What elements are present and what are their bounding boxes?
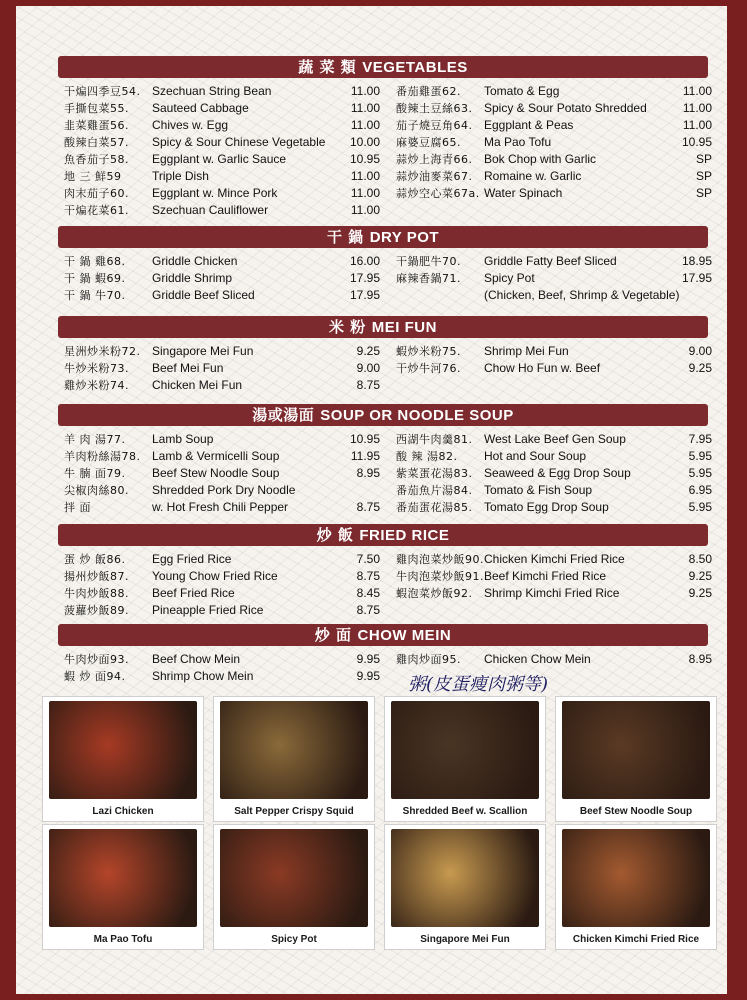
menu-item (396, 464, 712, 481)
item-price: 17.95 (349, 270, 380, 285)
item-name-en: Triple Dish (152, 169, 209, 184)
item-name-zh: 蒜炒空心菜67a. (396, 187, 480, 201)
item-name-zh: 酸辣土豆絲63. (396, 101, 473, 115)
item-name-en: Beef Kimchi Fried Rice (484, 568, 607, 583)
dish-photo (384, 824, 546, 950)
dish-photo (213, 696, 375, 822)
item-price: 9.25 (688, 360, 712, 375)
dish-caption: Ma Pao Tofu (93, 934, 153, 945)
item-name-zh: 羊肉粉絲湯78. (64, 449, 141, 463)
photo-gallery (42, 696, 726, 952)
item-name-en: Griddle Chicken (152, 253, 238, 268)
item-price: 9.00 (356, 360, 380, 375)
item-name-en: Eggplant & Peas (484, 117, 574, 132)
item-price: 5.95 (688, 465, 712, 480)
item-price: 9.95 (356, 668, 380, 683)
item-name-zh: 手撕包菜55. (64, 101, 129, 115)
dish-photo (213, 824, 375, 950)
dish-photo (42, 824, 204, 950)
menu-item (396, 167, 712, 184)
menu-column-right (396, 430, 712, 515)
dish-photo (42, 696, 204, 822)
menu-item (64, 150, 380, 167)
menu-item (64, 584, 380, 601)
menu-item (396, 116, 712, 133)
item-price: SP (695, 169, 712, 184)
section-title-en: DRY POT (369, 229, 440, 246)
item-price: 5.95 (688, 499, 712, 514)
item-name-en: Griddle Fatty Beef Sliced (484, 253, 617, 268)
item-price: 6.95 (688, 482, 712, 497)
item-price: 11.00 (350, 83, 380, 98)
item-name-en: Egg Fried Rice (152, 551, 232, 566)
dish-image (49, 701, 197, 799)
menu-item (64, 667, 380, 684)
menu-column-left (64, 252, 380, 303)
item-price: 10.95 (681, 134, 712, 149)
item-name-en: Romaine w. Garlic (484, 169, 582, 184)
dish-image (220, 829, 368, 927)
item-name-zh: 蒜炒油麥菜67. (396, 170, 473, 184)
item-name-en: Chow Ho Fun w. Beef (484, 360, 601, 375)
menu-column-right (396, 650, 712, 667)
menu-item (396, 567, 712, 584)
item-name-en: Shrimp Chow Mein (152, 668, 254, 683)
item-price: 17.95 (681, 270, 712, 285)
item-price: 17.95 (349, 287, 380, 302)
item-name-zh: 牛 腩 面79. (64, 466, 126, 480)
menu-item (64, 185, 380, 202)
item-name-zh: 揚州炒飯87. (64, 569, 129, 583)
menu-item (64, 252, 380, 269)
dish-image (391, 829, 539, 927)
menu-item (64, 481, 380, 498)
item-name-en: Spicy & Sour Chinese Vegetable (152, 134, 326, 149)
menu-item (396, 82, 712, 99)
section-title-en: CHOW MEIN (357, 627, 452, 644)
menu-column-left (64, 342, 380, 393)
item-name-en: Young Chow Fried Rice (152, 568, 278, 583)
item-price: 11.00 (350, 203, 380, 218)
section-banner (58, 524, 708, 546)
dish-image (220, 701, 368, 799)
item-price: 8.75 (356, 377, 380, 392)
item-name-en: Seaweed & Egg Drop Soup (484, 465, 631, 480)
menu-item (64, 269, 380, 286)
dish-caption: Shredded Beef w. Scallion (402, 806, 528, 817)
item-price: 8.95 (688, 651, 712, 666)
item-price: 16.00 (349, 253, 380, 268)
menu-column-right (396, 550, 712, 601)
menu-item (64, 650, 380, 667)
item-price: SP (695, 151, 712, 166)
menu-item (396, 150, 712, 167)
item-name-zh: 雞肉泡菜炒飯90. (396, 552, 484, 566)
menu-item (396, 550, 712, 567)
dish-caption: Spicy Pot (271, 934, 317, 945)
item-name-zh: 麻婆豆腐65. (396, 135, 461, 149)
section-title-zh: 干 鍋 (326, 228, 364, 246)
item-name-en: Shrimp Kimchi Fried Rice (484, 585, 620, 600)
menu-item (64, 342, 380, 359)
item-name-en: Singapore Mei Fun (152, 343, 254, 358)
section-title-zh: 蔬 菜 類 (298, 58, 357, 76)
menu-item (396, 269, 712, 286)
item-price: 11.00 (350, 169, 380, 184)
menu-item (396, 286, 712, 303)
item-price: 11.00 (682, 83, 712, 98)
menu-item (396, 584, 712, 601)
item-name-en: Chives w. Egg (152, 117, 229, 132)
section-banner (58, 404, 708, 426)
item-name-zh: 番茄雞蛋62. (396, 84, 461, 98)
item-name-en: Tomato Egg Drop Soup (484, 499, 609, 514)
item-price: 9.00 (688, 343, 712, 358)
item-name-zh: 紫菜蛋花湯83. (396, 466, 473, 480)
item-name-en: Shrimp Mei Fun (484, 343, 569, 358)
item-name-zh: 干鍋肥牛70. (396, 254, 461, 268)
item-name-zh: 干炒牛河76. (396, 361, 461, 375)
menu-column-right (396, 82, 712, 202)
menu-item (396, 133, 712, 150)
item-name-zh: 拌 面 (64, 500, 91, 514)
menu-item (396, 447, 712, 464)
menu-item (396, 481, 712, 498)
menu-section (58, 56, 712, 218)
item-name-zh: 羊 肉 湯77. (64, 432, 126, 446)
item-name-en: Bok Chop with Garlic (484, 151, 597, 166)
item-price: 8.75 (356, 568, 380, 583)
item-name-en: w. Hot Fresh Chili Pepper (152, 499, 289, 514)
menu-item (64, 567, 380, 584)
item-name-zh: 地 三 鮮59 (64, 170, 122, 184)
item-name-en: Eggplant w. Mince Pork (152, 186, 278, 201)
item-name-zh: 雞炒米粉74. (64, 378, 129, 392)
menu-item (64, 430, 380, 447)
item-name-en: Chicken Chow Mein (484, 651, 591, 666)
item-name-en: Beef Chow Mein (152, 651, 241, 666)
item-name-en: Lamb Soup (152, 431, 214, 446)
item-name-zh: 牛肉炒飯88. (64, 586, 129, 600)
section-title-en: SOUP OR NOODLE SOUP (320, 407, 514, 424)
menu-item (396, 252, 712, 269)
item-name-zh: 星洲炒米粉72. (64, 344, 141, 358)
item-name-en: Chicken Kimchi Fried Rice (484, 551, 625, 566)
dish-caption: Salt Pepper Crispy Squid (234, 806, 354, 817)
item-name-en: Szechuan String Bean (152, 83, 272, 98)
item-name-en: Lamb & Vermicelli Soup (152, 448, 280, 463)
item-price: 11.95 (350, 448, 380, 463)
item-name-zh: 肉末茄子60. (64, 187, 129, 201)
section-title-zh: 米 粉 (329, 318, 366, 336)
item-price: 8.75 (356, 499, 380, 514)
item-name-zh: 菠蘿炒飯89. (64, 603, 129, 617)
section-title-zh: 湯或湯面 (252, 406, 315, 424)
menu-item (64, 498, 380, 515)
item-price: 10.95 (349, 151, 380, 166)
menu-item (64, 133, 380, 150)
item-price: 8.95 (356, 465, 380, 480)
section-title-en: FRIED RICE (359, 527, 450, 544)
menu-item (64, 359, 380, 376)
section-title-zh: 炒 面 (314, 626, 352, 644)
menu-item (64, 376, 380, 393)
item-name-zh: 麻辣香鍋71. (396, 271, 461, 285)
menu-item (64, 202, 380, 219)
item-name-en: Hot and Sour Soup (484, 448, 587, 463)
menu-page (16, 6, 727, 994)
item-name-zh: 蛋 炒 飯86. (64, 552, 126, 566)
menu-item (64, 116, 380, 133)
menu-item (396, 99, 712, 116)
dish-caption: Singapore Mei Fun (420, 934, 510, 945)
item-name-en: Beef Stew Noodle Soup (152, 465, 280, 480)
menu-section (58, 316, 712, 392)
menu-item (64, 464, 380, 481)
item-price: SP (695, 186, 712, 201)
item-price: 11.00 (682, 100, 712, 115)
menu-column-left (64, 430, 380, 515)
item-name-zh: 茄子燒豆角64. (396, 118, 473, 132)
menu-item (396, 650, 712, 667)
menu-section (58, 404, 712, 514)
item-name-zh: 干 鍋 牛70. (64, 288, 126, 302)
item-name-en: Spicy Pot (484, 270, 535, 285)
menu-column-right (396, 342, 712, 376)
dish-caption: Chicken Kimchi Fried Rice (572, 934, 700, 945)
item-name-zh: 蝦泡菜炒飯92. (396, 586, 473, 600)
dish-caption: Lazi Chicken (92, 806, 154, 817)
menu-item (396, 498, 712, 515)
menu-item (64, 550, 380, 567)
item-name-zh: 牛肉泡菜炒飯91. (396, 569, 484, 583)
item-name-en: Ma Pao Tofu (484, 134, 552, 149)
item-name-en: Griddle Beef Sliced (152, 287, 255, 302)
item-price: 8.45 (356, 585, 380, 600)
menu-item (64, 601, 380, 618)
menu-item (64, 286, 380, 303)
item-name-zh: 魚香茄子58. (64, 152, 129, 166)
item-name-en: Spicy & Sour Potato Shredded (484, 100, 647, 115)
item-price: 7.95 (688, 431, 712, 446)
item-name-zh: 番茄魚片湯84. (396, 483, 473, 497)
item-name-en: Sauteed Cabbage (152, 100, 249, 115)
item-name-zh: 西湖牛肉羹81. (396, 432, 473, 446)
section-title-en: VEGETABLES (362, 59, 468, 76)
item-name-zh: 酸辣白菜57. (64, 135, 129, 149)
menu-section (58, 524, 712, 617)
item-name-zh: 干 鍋 雞68. (64, 254, 126, 268)
item-name-en: Szechuan Cauliflower (152, 203, 269, 218)
menu-item (396, 185, 712, 202)
item-price: 10.00 (349, 134, 380, 149)
item-price: 9.25 (356, 343, 380, 358)
item-price: 11.00 (350, 100, 380, 115)
item-name-zh: 蝦炒米粉75. (396, 344, 461, 358)
item-name-en: Chicken Mei Fun (152, 377, 243, 392)
item-price: 8.75 (356, 602, 380, 617)
item-name-zh: 番茄蛋花湯85. (396, 500, 473, 514)
item-name-en: Pineapple Fried Rice (152, 602, 264, 617)
item-price: 7.50 (356, 551, 380, 566)
item-price: 5.95 (688, 448, 712, 463)
section-title-zh: 炒 飯 (316, 526, 354, 544)
menu-item (64, 167, 380, 184)
item-name-en: Shredded Pork Dry Noodle (152, 482, 296, 497)
item-name-en: West Lake Beef Gen Soup (484, 431, 626, 446)
menu-column-left (64, 650, 380, 684)
item-price: 9.25 (688, 585, 712, 600)
item-name-zh: 雞肉炒面95. (396, 652, 461, 666)
item-name-zh: 蝦 炒 面94. (64, 669, 126, 683)
item-price: 11.00 (350, 117, 380, 132)
menu-item (396, 430, 712, 447)
item-name-zh: 牛炒米粉73. (64, 361, 129, 375)
menu-item (64, 447, 380, 464)
menu-column-left (64, 82, 380, 219)
menu-item (396, 359, 712, 376)
section-banner (58, 56, 708, 78)
dish-image (562, 829, 710, 927)
menu-section (58, 624, 712, 683)
dish-image (562, 701, 710, 799)
menu-item (64, 82, 380, 99)
item-name-en: Tomato & Fish Soup (484, 482, 593, 497)
item-name-en: Water Spinach (484, 186, 563, 201)
menu-item (396, 342, 712, 359)
section-title-en: MEI FUN (371, 319, 437, 336)
menu-sheet (58, 46, 712, 696)
item-name-en: Griddle Shrimp (152, 270, 233, 285)
item-name-zh: 酸 辣 湯82. (396, 449, 458, 463)
section-banner (58, 624, 708, 646)
section-banner (58, 316, 708, 338)
item-name-en: Beef Mei Fun (152, 360, 224, 375)
dish-image (391, 701, 539, 799)
dish-caption: Beef Stew Noodle Soup (579, 806, 693, 817)
section-banner (58, 226, 708, 248)
item-name-en: Tomato & Egg (484, 83, 560, 98)
item-price: 18.95 (681, 253, 712, 268)
item-name-zh: 牛肉炒面93. (64, 652, 129, 666)
menu-item (64, 99, 380, 116)
dish-photo (555, 696, 717, 822)
item-price: 9.25 (688, 568, 712, 583)
item-name-zh: 韭菜雞蛋56. (64, 118, 129, 132)
item-name-zh: 蒜炒上海青66. (396, 152, 473, 166)
item-name-en: Eggplant w. Garlic Sauce (152, 151, 287, 166)
dish-photo (555, 824, 717, 950)
item-name-en: (Chicken, Beef, Shrimp & Vegetable) (484, 287, 680, 302)
item-price: 9.95 (356, 651, 380, 666)
item-name-zh: 干煸四季豆54. (64, 84, 141, 98)
item-name-en: Beef Fried Rice (152, 585, 235, 600)
dish-image (49, 829, 197, 927)
handwritten-note: 粥(皮蛋瘦肉粥等) (408, 674, 549, 695)
item-price: 11.00 (350, 186, 380, 201)
menu-section (58, 226, 712, 302)
menu-column-left (64, 550, 380, 618)
menu-column-right (396, 252, 712, 303)
item-name-zh: 尖椒肉絲80. (64, 483, 129, 497)
item-name-zh: 干 鍋 蝦69. (64, 271, 126, 285)
item-price: 11.00 (682, 117, 712, 132)
item-price: 10.95 (349, 431, 380, 446)
item-name-zh: 干煸花菜61. (64, 204, 129, 218)
item-price: 8.50 (688, 551, 712, 566)
dish-photo (384, 696, 546, 822)
